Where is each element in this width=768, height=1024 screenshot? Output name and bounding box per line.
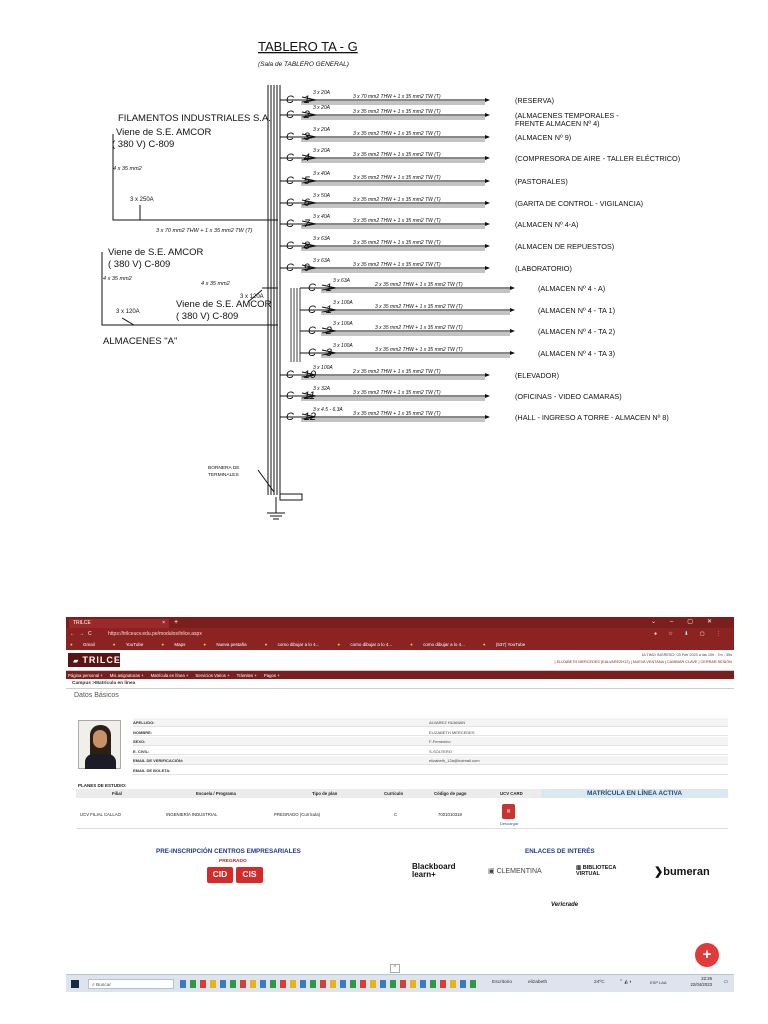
window-controls[interactable]: ⌄–▢✕ bbox=[650, 619, 726, 625]
circuit-14 bbox=[280, 365, 559, 381]
bookmark-item[interactable] bbox=[161, 642, 194, 647]
circuit-breaker-rating: 3 x 63A bbox=[333, 278, 350, 284]
circuit-cable: 3 x 35 mm2 THW + 1 x 35 mm2 TW (T) bbox=[353, 197, 441, 203]
circuit-cable: 2 x 35 mm2 THW + 1 x 35 mm2 TW (T) bbox=[353, 369, 441, 375]
bumeran-icon: ❯ bbox=[654, 866, 664, 878]
tab-bar bbox=[66, 617, 734, 628]
menu-item[interactable]: Servicios Varios + bbox=[195, 672, 230, 678]
circuit-breaker-rating: 3 x 32A bbox=[313, 386, 330, 392]
feed3-cable: 4 x 35 mm2 bbox=[201, 281, 230, 287]
photo-face bbox=[93, 730, 107, 748]
browser-tab[interactable] bbox=[69, 619, 169, 628]
section-title: Datos Básicos bbox=[74, 692, 119, 699]
circuit-load: (ALMACEN Nº 4 - TA 1) bbox=[538, 306, 616, 315]
circuit-id: C - 6 bbox=[286, 197, 310, 209]
circuit-breaker-rating: 3 x 100A bbox=[313, 365, 333, 371]
desktop-label[interactable]: Escritorio bbox=[492, 980, 512, 985]
bumeran-link[interactable] bbox=[654, 865, 710, 878]
bookmark-icon: ● bbox=[203, 642, 208, 647]
circuit-load: (ALMACEN Nº 4 - TA 2) bbox=[538, 327, 616, 336]
terminal-block bbox=[280, 494, 302, 500]
bookmark-icon: ● bbox=[70, 642, 74, 647]
search-icon: ⌕ bbox=[92, 982, 97, 988]
circuit-load: (OFICINAS - VIDEO CAMARAS) bbox=[515, 392, 622, 401]
circuit-load: (ALMACEN DE REPUESTOS) bbox=[515, 242, 615, 251]
arrow-icon bbox=[485, 415, 490, 419]
feed2-name: ALMACENES "A" bbox=[103, 336, 178, 347]
vericrade-link[interactable]: Vericrade bbox=[551, 902, 579, 908]
links-title: ENLACES DE INTERÉS bbox=[525, 848, 595, 855]
col-escuela: Escuela / Programa bbox=[196, 791, 236, 796]
terminal-label-1: BORNERA DE bbox=[208, 466, 240, 471]
field-label: SEXO: bbox=[133, 739, 146, 745]
arrow-icon bbox=[485, 135, 490, 139]
col-ucvcard: UCV CARD bbox=[500, 791, 523, 796]
bookmark-label: como dibujar a lo 4... bbox=[277, 642, 320, 647]
cell-tipo: PREGRADO (Currícula) bbox=[274, 812, 321, 817]
circuit-load: (LABORATORIO) bbox=[515, 264, 572, 273]
arrow-icon bbox=[485, 373, 490, 377]
pregrado-label: PREGRADO bbox=[219, 859, 247, 864]
bookmark-icon: ● bbox=[112, 642, 117, 647]
field-label: EMAIL DE BOLETA: bbox=[133, 768, 171, 773]
feed2-line1: Viene de S.E. AMCOR bbox=[108, 247, 204, 258]
menu-item[interactable]: Pagos + bbox=[263, 672, 280, 678]
field-row bbox=[133, 747, 728, 756]
bookmark-icon: ● bbox=[482, 642, 487, 647]
circuit-13 bbox=[300, 343, 615, 359]
arrow-icon bbox=[510, 286, 515, 290]
circuit-load: (ALMACEN Nº 4-A) bbox=[515, 220, 579, 229]
circuit-cable: 3 x 35 mm2 THW + 1 x 35 mm2 TW (T) bbox=[353, 390, 441, 396]
cis-button[interactable]: CIS bbox=[236, 867, 263, 883]
circuit-load: (COMPRESORA DE AIRE - TALLER ELÉCTRICO) bbox=[515, 154, 681, 163]
feed3-line2: ( 380 V) C-809 bbox=[176, 311, 239, 322]
feed3-breaker: 3 x 120A bbox=[240, 294, 264, 300]
field-row bbox=[133, 766, 728, 775]
cell-codigo: 7001010318 bbox=[438, 812, 462, 817]
circuit-id: C - 10 bbox=[286, 369, 316, 381]
field-value: elizabeth_12a@hotmail.com bbox=[429, 758, 480, 764]
bookmark-item[interactable] bbox=[203, 642, 255, 647]
tray-icons[interactable]: ⌃ ◭ ◐ bbox=[619, 980, 633, 985]
circuit-3 bbox=[280, 127, 571, 143]
circuit-cable: 2 x 35 mm2 THW + 1 x 35 mm2 TW (T) bbox=[375, 282, 463, 288]
breadcrumb: Campus >Matrícula en línea bbox=[66, 679, 734, 689]
bumeran-label: bumeran bbox=[663, 866, 710, 878]
circuit-4 bbox=[280, 148, 680, 164]
feed1-line1: Viene de S.E. AMCOR bbox=[116, 127, 212, 138]
cid-button[interactable]: CID bbox=[207, 867, 233, 883]
field-value: ELIZABETH MERCEDES bbox=[429, 729, 475, 735]
circuit-breaker-rating: 3 x 4.5 - 6.3A bbox=[313, 407, 343, 413]
circuit-breaker-rating: 3 x 100A bbox=[333, 343, 353, 349]
main-menu bbox=[66, 671, 734, 679]
bookmark-label: como dibujar a lo 4... bbox=[423, 642, 465, 647]
taskbar-user[interactable]: elizabeth bbox=[528, 980, 548, 985]
circuit-id: C - 7 bbox=[286, 218, 310, 230]
arrow-icon bbox=[485, 266, 490, 270]
user-links[interactable]: | ELIZABETH MERCEDES (EALVAREZH12) | NUEVA VENTANA | CAMBIAR CLAVE | CERRAR SESIÓN bbox=[554, 660, 732, 664]
circuit-7 bbox=[280, 214, 578, 230]
feed1-bus-cable: 3 x 70 mm2 THW + 1 x 35 mm2 TW (T) bbox=[156, 228, 253, 234]
arrow-icon bbox=[485, 179, 490, 183]
bookmark-icon: ● bbox=[410, 642, 415, 647]
clock-time: 22:26 bbox=[701, 976, 712, 981]
scroll-up-icon[interactable]: ⌃ bbox=[390, 964, 400, 973]
trilce-logo-icon: ▰ bbox=[73, 657, 80, 665]
feed1-cable: 4 x 35 mm2 bbox=[113, 166, 142, 172]
bookmark-item[interactable] bbox=[410, 642, 474, 647]
menu-item[interactable]: Trámites + bbox=[236, 672, 257, 678]
bookmark-label: como dibujar a lo 4... bbox=[350, 642, 393, 647]
feed2-cable: 4 x 35 mm2 bbox=[103, 276, 132, 282]
trilce-logo[interactable] bbox=[68, 653, 120, 667]
biblioteca-label: BIBLIOTECA VIRTUAL bbox=[576, 865, 617, 877]
browser-screenshot bbox=[66, 617, 734, 992]
cell-curriculo: C bbox=[394, 812, 398, 817]
clementina-label: CLEMENTINA bbox=[496, 868, 542, 875]
circuit-load: (ALMACEN Nº 4 - A) bbox=[538, 284, 606, 293]
circuit-load: (ALMACEN Nº 9) bbox=[515, 133, 572, 142]
circuit-id: C - 1 bbox=[308, 304, 332, 316]
feed1-breaker: 3 x 250A bbox=[130, 197, 154, 203]
bookmark-item[interactable] bbox=[265, 642, 329, 647]
arrow-icon bbox=[485, 244, 490, 248]
address-bar bbox=[66, 628, 734, 640]
trilce-logo-text: TRILCE bbox=[82, 655, 121, 665]
circuit-id: C - 2 bbox=[286, 109, 310, 121]
circuit-id: C - 3 bbox=[308, 347, 332, 359]
bookmarks-bar bbox=[66, 640, 734, 650]
arrow-icon bbox=[485, 156, 490, 160]
clementina-icon: ▣ bbox=[488, 868, 497, 875]
circuit-id: C - 11 bbox=[286, 390, 316, 402]
biblioteca-link[interactable] bbox=[576, 865, 636, 877]
nav-arrows-icon[interactable]: ←→C bbox=[70, 631, 96, 637]
weather-temp[interactable]: 24ºC bbox=[594, 980, 605, 985]
sub-bus bbox=[291, 288, 300, 362]
taskbar-clock[interactable] bbox=[690, 976, 712, 988]
circuit-id: C - 4 bbox=[286, 152, 310, 164]
bookmark-label: Gmail bbox=[82, 642, 95, 647]
menu-item[interactable]: Página personal + bbox=[68, 672, 103, 678]
circuit-id: C - 2 bbox=[308, 325, 332, 337]
circuit-breaker-rating: 3 x 40A bbox=[313, 214, 330, 220]
circuit-1 bbox=[280, 90, 554, 106]
circuit-load: (RESERVA) bbox=[515, 96, 555, 105]
arrow-icon bbox=[485, 222, 490, 226]
circuit-load: (HALL - INGRESO A TORRE - ALMACEN Nº 8) bbox=[515, 413, 669, 422]
circuit-cable: 3 x 70 mm2 THW + 1 x 35 mm2 TW (T) bbox=[353, 94, 441, 100]
download-link[interactable]: Descargar bbox=[500, 821, 519, 826]
circuit-breaker-rating: 3 x 20A bbox=[313, 127, 330, 133]
circuit-breaker-rating: 3 x 20A bbox=[313, 105, 330, 111]
taskbar-app-icons[interactable] bbox=[180, 980, 480, 988]
bookmark-icon: ● bbox=[337, 642, 342, 647]
circuit-cable: 3 x 35 mm2 THW + 1 x 35 mm2 TW (T) bbox=[353, 131, 441, 137]
circuit-cable: 3 x 35 mm2 THW + 1 x 35 mm2 TW (T) bbox=[353, 109, 441, 115]
field-row bbox=[133, 756, 728, 765]
windows-start-icon[interactable] bbox=[71, 980, 79, 988]
circuit-cable: 3 x 35 mm2 THW + 1 x 35 mm2 TW (T) bbox=[375, 325, 463, 331]
menu-item[interactable]: Mis asignaturas + bbox=[109, 672, 144, 678]
field-row bbox=[133, 728, 728, 737]
floating-add-button[interactable]: + bbox=[695, 943, 719, 967]
notifications-icon[interactable]: ▭ bbox=[723, 980, 728, 985]
circuit-2 bbox=[280, 105, 619, 128]
circuit-cable: 3 x 35 mm2 THW + 1 x 35 mm2 TW (T) bbox=[353, 218, 441, 224]
bookmark-label: Maps bbox=[174, 642, 186, 647]
menu-item[interactable]: Matrícula en línea + bbox=[150, 672, 189, 678]
clock-date: 22/04/2023 bbox=[690, 982, 712, 987]
bookmark-item[interactable] bbox=[113, 642, 153, 647]
biblioteca-icon: ▥ bbox=[576, 865, 583, 871]
field-label: EMAIL DE VERIFICACIÓN: bbox=[133, 758, 184, 764]
table-row bbox=[76, 798, 728, 829]
arrow-icon bbox=[510, 329, 515, 333]
site-header bbox=[66, 650, 734, 671]
diagram-subtitle: (Sala de TABLERO GENERAL) bbox=[258, 61, 349, 68]
bookmark-icon: ● bbox=[161, 642, 166, 647]
cell-filial: UCV FILIAL CALLAO bbox=[80, 812, 121, 817]
taskbar-search[interactable] bbox=[88, 979, 174, 989]
bookmark-item[interactable] bbox=[337, 642, 401, 647]
photo-body bbox=[85, 754, 116, 769]
cell-escuela: INGENIERÍA INDUSTRIAL bbox=[166, 812, 218, 817]
student-photo bbox=[78, 720, 121, 769]
circuit-id: C - 5 bbox=[286, 175, 310, 187]
bookmark-label: YouTube bbox=[125, 642, 144, 647]
feed2-line2: ( 380 V) C-809 bbox=[108, 259, 171, 270]
circuit-load: (GARITA DE CONTROL - VIGILANCIA) bbox=[515, 199, 644, 208]
circuit-load: (ALMACEN Nº 4 - TA 3) bbox=[538, 349, 616, 358]
arrow-icon bbox=[485, 201, 490, 205]
circuit-breaker-rating: 3 x 100A bbox=[333, 300, 353, 306]
circuit-load-line2: FRENTE ALMACEN Nº 4) bbox=[515, 119, 600, 128]
circuit-breaker-rating: 3 x 20A bbox=[313, 148, 330, 154]
taskbar-search-label: Buscar bbox=[96, 982, 111, 988]
bookmark-item[interactable] bbox=[70, 642, 104, 647]
ucv-card-icon[interactable]: ▤ bbox=[502, 804, 515, 819]
bookmark-label: Nueva pestaña bbox=[216, 642, 247, 647]
circuit-cable: 3 x 35 mm2 THW + 1 x 35 mm2 TW (T) bbox=[353, 152, 441, 158]
circuit-breaker-rating: 3 x 50A bbox=[313, 193, 330, 199]
last-login: ULTIMO INGRESO: 03 Feb 2023 a las 10h : 7m : 39s bbox=[641, 653, 732, 657]
field-label: NOMBRE: bbox=[133, 729, 153, 735]
circuit-16 bbox=[280, 407, 669, 423]
field-label: E. CIVIL: bbox=[133, 748, 150, 754]
field-label: APELLIDO: bbox=[133, 720, 155, 725]
circuit-breaker-rating: 3 x 100A bbox=[333, 321, 353, 327]
field-value: ALVAREZ HUAMAN bbox=[429, 720, 466, 725]
feed1-line2: ( 380 V) C-809 bbox=[112, 139, 175, 150]
circuit-5 bbox=[280, 171, 568, 187]
circuit-id: C - 12 bbox=[286, 411, 316, 423]
clementina-link[interactable] bbox=[488, 867, 542, 875]
field-row bbox=[133, 718, 728, 727]
field-value: S-SOLTERO bbox=[429, 748, 452, 754]
circuit-9 bbox=[280, 258, 572, 274]
circuit-10 bbox=[300, 278, 605, 294]
arrow-icon bbox=[485, 98, 490, 102]
col-codigo: Código de pago bbox=[434, 791, 467, 796]
circuit-id: C - 1 bbox=[308, 282, 332, 294]
bookmark-label: (537) YouTube bbox=[495, 642, 526, 647]
arrow-icon bbox=[510, 308, 515, 312]
circuit-11 bbox=[300, 300, 615, 316]
circuit-15 bbox=[280, 386, 622, 402]
new-tab-icon[interactable]: + bbox=[174, 619, 179, 626]
tab-title: TRILCE bbox=[73, 620, 91, 626]
circuit-cable: 3 x 35 mm2 THW + 1 x 35 mm2 TW (T) bbox=[353, 175, 441, 181]
circuit-id: C - 1 bbox=[286, 94, 310, 106]
circuit-cable: 3 x 35 mm2 THW + 1 x 35 mm2 TW (T) bbox=[353, 411, 441, 417]
field-value: F-Femenino bbox=[429, 739, 451, 745]
url-field[interactable]: https://trilceucv.edu.pe/modulos/trilce.aspx bbox=[108, 631, 202, 637]
diagram-title: TABLERO TA - G bbox=[258, 39, 358, 54]
circuit-id: C - 3 bbox=[286, 131, 310, 143]
circuit-breaker-rating: 3 x 20A bbox=[313, 90, 330, 96]
circuit-cable: 3 x 35 mm2 THW + 1 x 35 mm2 TW (T) bbox=[375, 347, 463, 353]
circuit-id: C - 8 bbox=[286, 240, 310, 252]
language-indicator[interactable]: ESP LAA bbox=[650, 980, 667, 985]
feed3-line1: Viene de S.E. AMCOR bbox=[176, 299, 272, 310]
circuit-id: C - 9 bbox=[286, 262, 310, 274]
col-curriculo: Currículo bbox=[384, 791, 404, 796]
feed-company: FILAMENTOS INDUSTRIALES S.A. bbox=[118, 113, 271, 124]
circuit-cable: 3 x 35 mm2 THW + 1 x 35 mm2 TW (T) bbox=[375, 304, 463, 310]
circuit-breaker-rating: 3 x 40A bbox=[313, 171, 330, 177]
taskbar bbox=[66, 974, 734, 992]
browser-toolbar-icons[interactable]: ● ☆ ⬇ ▢ ⋮ bbox=[654, 631, 726, 637]
arrow-icon bbox=[510, 351, 515, 355]
feed2-breaker: 3 x 120A bbox=[116, 309, 140, 315]
circuit-cable: 3 x 35 mm2 THW + 1 x 35 mm2 TW (T) bbox=[353, 262, 441, 268]
matricula-active-banner: MATRÍCULA EN LÍNEA ACTIVA bbox=[541, 789, 728, 798]
circuit-load: (PASTORALES) bbox=[515, 177, 568, 186]
circuit-layer bbox=[280, 90, 680, 423]
terminal-label-2: TERMINALES bbox=[208, 473, 239, 478]
plans-title: PLANES DE ESTUDIO: bbox=[78, 783, 127, 788]
col-filial: Filial bbox=[112, 791, 122, 796]
close-icon[interactable]: × bbox=[162, 620, 165, 626]
arrow-icon bbox=[485, 113, 490, 117]
circuit-load: (ALMACENES TEMPORALES - bbox=[515, 111, 619, 120]
circuit-12 bbox=[300, 321, 615, 337]
preinscription-title: PRE-INSCRIPCIÓN CENTROS EMPRESARIALES bbox=[156, 848, 301, 855]
circuit-breaker-rating: 3 x 63A bbox=[313, 258, 330, 264]
col-tipo: Tipo de plan bbox=[312, 791, 338, 796]
field-row bbox=[133, 737, 728, 746]
circuit-load: (ELEVADOR) bbox=[515, 371, 560, 380]
blackboard-link[interactable]: Blackboard learn+ bbox=[412, 862, 456, 879]
arrow-icon bbox=[485, 394, 490, 398]
bookmark-item[interactable] bbox=[483, 642, 534, 647]
circuit-8 bbox=[280, 236, 614, 252]
bookmark-icon: ● bbox=[264, 642, 269, 647]
circuit-6 bbox=[280, 193, 643, 209]
circuit-breaker-rating: 3 x 63A bbox=[313, 236, 330, 242]
circuit-cable: 3 x 35 mm2 THW + 1 x 35 mm2 TW (T) bbox=[353, 240, 441, 246]
